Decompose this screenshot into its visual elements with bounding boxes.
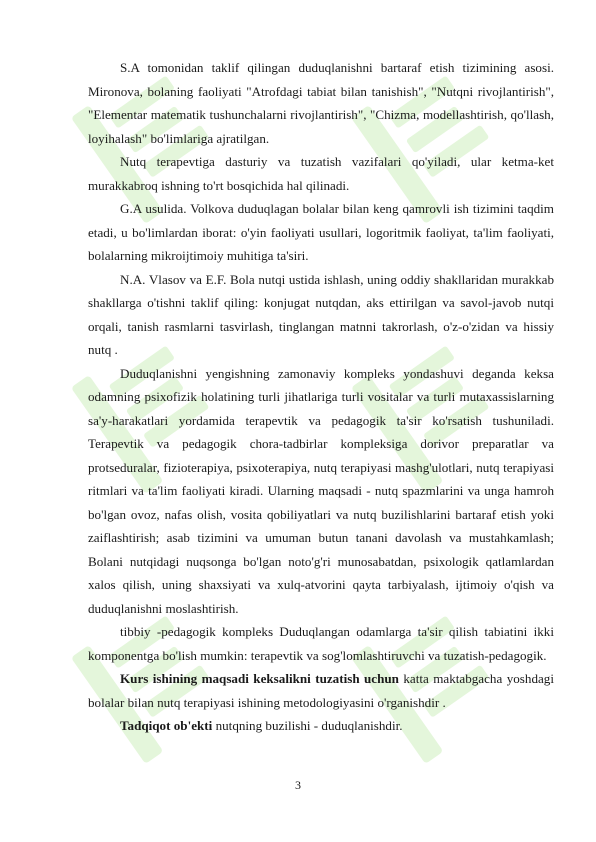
paragraph: G.A usulida. Volkova duduqlagan bolalar bilan keng qamrovli ish tizimini taqdim etadi, u bo'limlardan iborat: o'yin faoliyati usullari, logoritmik faoliyat, ta'lim faoliyati, bolalarning mikroijtimoiy muhitiga ta'siri. [88,201,554,263]
page-number: 3 [295,778,301,792]
bold-lead: Kurs ishining maqsadi keksalikni tuzatish uchun [120,671,399,686]
bold-lead: Tadqiqot ob'ekti [120,718,213,733]
paragraph: Nutq terapevtiga dasturiy va tuzatish vazifalari qo'yiladi, ular ketma-ket murakkabroq ishning to'rt bosqichida hal qilinadi. [88,154,554,193]
paragraph: tibbiy -pedagogik kompleks Duduqlangan odamlarga ta'sir qilish tabiatini ikki komponentga bo'lish mumkin: terapevtik va sog'lomlashtiruvchi va tuzatish-pedagogik. [88,624,554,663]
paragraph-course-aim: Kurs ishining maqsadi keksalikni tuzatish uchun katta maktabgacha yoshdagi bolalar bilan nutq terapiyasi ishining metodologiyasini o'rganishdir . [88,671,554,710]
body-text [88,56,554,738]
paragraph: Duduqlanishni yengishning zamonaviy kompleks yondashuvi deganda keksa odamning psixofizik holatining turli jihatlariga turli vositalar va turli mutaxassislarning sa'y-harakatlari yordamida terapevtik va pedagogik ta'sir ko'rsatish tushuniladi. Terapevtik va pedagogik chora-tadbirlar kompleksiga dorivor preparatlar va protseduralar, fizioterapiya, psixoterapiya, nutq terapiyasi mashg'ulotlari, nutq terapiyasi ritmlari va ta'lim faoliyati kiradi. Ularning maqsadi - nutq spazmlarini va unga hamroh bo'lgan ovoz, nafas olish, vosita qobiliyatlari va nutq buzilishlarini bartaraf etish yoki zaiflashtirish; asab tizimini va umuman butun tanani davolash va mustahkamlash; Bolani nutqidagi nuqsonga bo'lgan noto'g'ri munosabatdan, psixologik qatlamlardan xalos qilish, uning shaxsiyati va xulq-atvorini qayta tarbiyalash, ijtimoiy o'qish va duduqlanishni moslashtirish. [88,365,554,616]
paragraph: S.A tomonidan taklif qilingan duduqlanishni bartaraf etish tizimining asosi. Mironova, bolaning faoliyati "Atrofdagi tabiat bilan tanishish", "Nutqni rivojlantirish", "Elementar matematik tushunchalarni rivojlantirish", "Chizma, modellashtirish, qo'llash, loyihalash" bo'limlariga ajratilgan. [88,60,554,146]
paragraph: N.A. Vlasov va E.F. Bola nutqi ustida ishlash, uning oddiy shakllaridan murakkab shakllarga o'tishni taklif qiling: konjugat nutqdan, aks ettirilgan va savol-javob nutqi orqali, tanish rasmlarni tasvirlash, tinglangan matnni takrorlash, o'z-o'zidan va hissiy nutq . [88,271,554,357]
paragraph-research-object: Tadqiqot ob'ekti nutqning buzilishi - duduqlanishdir. [120,718,403,733]
